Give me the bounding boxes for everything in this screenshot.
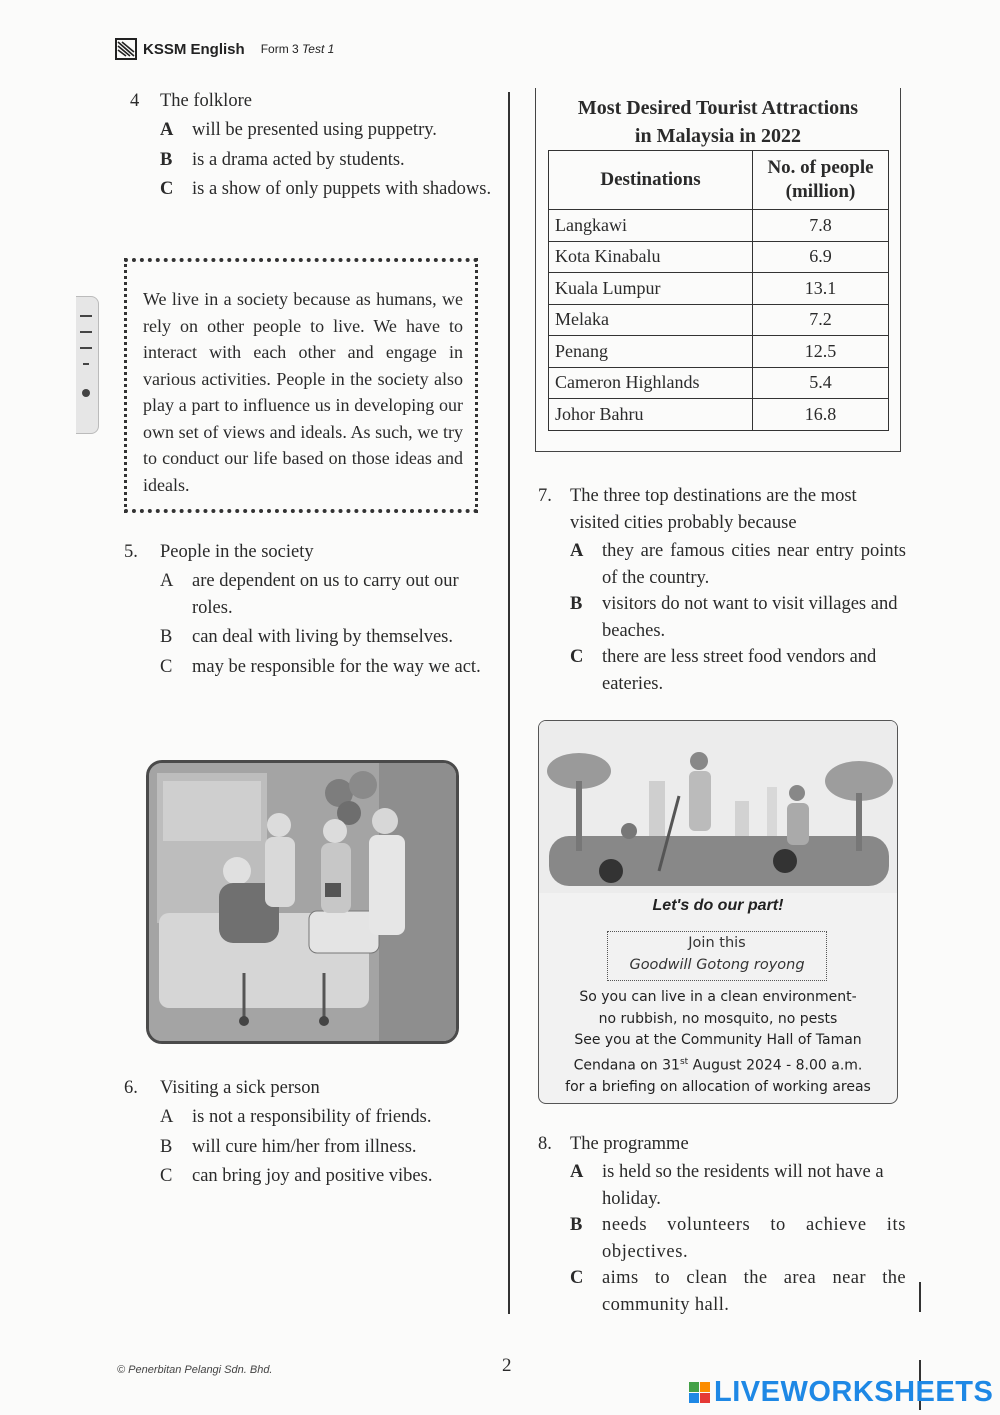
copyright-text: © Penerbitan Pelangi Sdn. Bhd. [117, 1364, 273, 1376]
option-b[interactable]: B is a drama acted by students. [160, 149, 405, 170]
liveworksheets-logo-icon [689, 1382, 710, 1403]
question-stem: 5. People in the society [124, 542, 314, 562]
poster-join-box: Join this Goodwill Gotong royong [607, 931, 827, 981]
column-divider [508, 92, 510, 1314]
passage-text: We live in a society because as humans, we rely on other people to live. We have to interact with each other and engage in various activities. People in the society also play a part to influence us in developing our own set of views and ideals. As such, we try to conduct our life based on those ideas and ideals. [143, 289, 463, 495]
column-header-people: No. of people (million) [753, 151, 889, 210]
option-a[interactable]: A is held so the residents will not have a holiday. [570, 1162, 884, 1209]
table-row: Johor Bahru 16.8 [549, 399, 889, 431]
option-c[interactable]: C can bring joy and positive vibes. [160, 1166, 433, 1186]
question-stem: 8. The programme [538, 1134, 689, 1154]
option-c[interactable]: C aims to clean the area near the community hall. [570, 1268, 906, 1315]
question-stem: 6. Visiting a sick person [124, 1078, 320, 1098]
book-title: KSSM English [143, 40, 245, 58]
table-row: Kuala Lumpur 13.1 [549, 273, 889, 305]
reading-passage [124, 258, 478, 513]
question-4 [130, 88, 500, 203]
question-7 [538, 483, 906, 697]
hospital-visit-illustration [146, 760, 459, 1044]
column-header-destinations: Destinations [549, 151, 753, 210]
page-number: 2 [502, 1355, 512, 1376]
option-c[interactable]: C is a show of only puppets with shadows. [160, 179, 492, 199]
table-row: Melaka 7.2 [549, 304, 889, 336]
side-tab-marker [76, 296, 99, 434]
table-row: Kota Kinabalu 6.9 [549, 241, 889, 273]
option-c[interactable]: C there are less street food vendors and eateries. [570, 647, 877, 694]
table-title: Most Desired Tourist Attractions in Malaysia in 2022 [577, 97, 859, 147]
table-row: Cameron Highlands 5.4 [549, 367, 889, 399]
test-label: Form 3 Test 1 [260, 42, 335, 56]
question-stem: 4 The folklore [130, 91, 252, 111]
option-b[interactable]: B visitors do not want to visit villages and beaches. [570, 594, 898, 641]
tourist-attractions-table [548, 150, 889, 431]
option-a[interactable]: A are dependent on us to carry out our roles. [160, 571, 459, 618]
question-8 [538, 1131, 906, 1318]
table-row: Penang 12.5 [549, 336, 889, 368]
question-5 [124, 539, 494, 680]
table-row: Langkawi 7.8 [549, 210, 889, 242]
poster-slogan: Let's do our part! [652, 897, 784, 914]
option-b[interactable]: B will cure him/her from illness. [160, 1136, 417, 1157]
gotong-royong-poster [538, 720, 898, 1104]
publisher-logo-icon [115, 38, 137, 60]
question-stem: 7. The three top destinations are the most visited cities probably because [538, 486, 857, 533]
question-6 [124, 1075, 494, 1190]
brand-name: LIVEWORKSHEETS [714, 1376, 994, 1408]
option-a[interactable]: A they are famous cities near entry points of the country. [570, 541, 906, 588]
option-a[interactable]: A is not a responsibility of friends. [160, 1107, 432, 1127]
option-c[interactable]: C may be responsible for the way we act. [160, 656, 481, 677]
option-a[interactable]: A will be presented using puppetry. [160, 120, 437, 140]
option-b[interactable]: B needs volunteers to achieve its objectives. [570, 1215, 906, 1262]
liveworksheets-brand[interactable] [689, 1376, 993, 1409]
page-header [115, 38, 334, 60]
margin-rule [919, 1282, 921, 1312]
tourist-attractions-table-box [535, 88, 901, 452]
poster-details: So you can live in a clean environment- no rubbish, no mosquito, no pests See you at the Community Hall of Taman Cendana on 31st August 2024 - 8.00 a.m. for a briefing on allocation of working areas [565, 989, 871, 1095]
option-b[interactable]: B can deal with living by themselves. [160, 627, 453, 647]
cleanup-scene-illustration [539, 721, 898, 893]
